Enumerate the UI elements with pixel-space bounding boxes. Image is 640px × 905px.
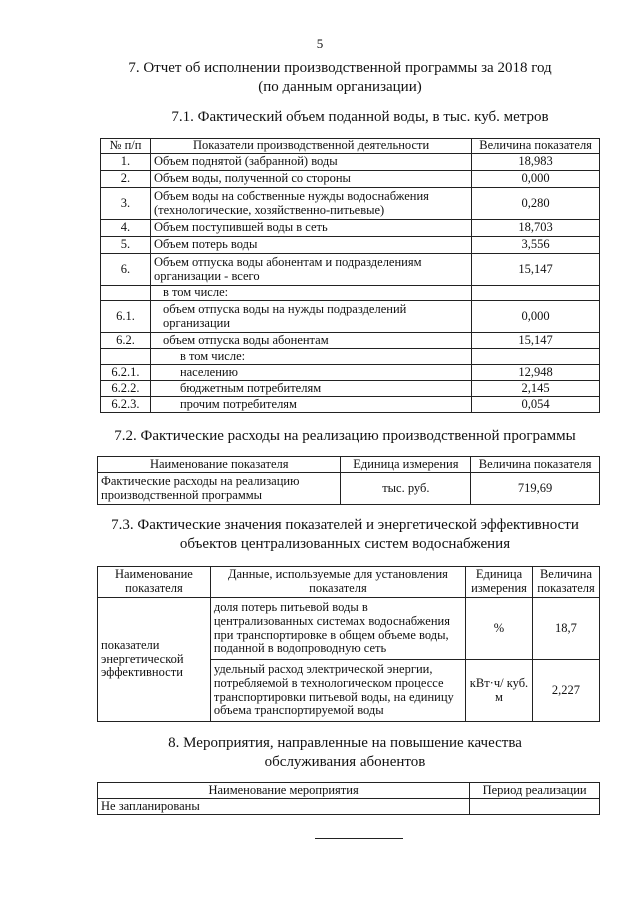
table-header-row: [98, 457, 600, 473]
row-value: 719,69: [471, 473, 600, 505]
row-value: 15,147: [472, 254, 600, 286]
table-row: [101, 365, 600, 381]
section-7-2-heading: 7.2. Фактические расходы на реализацию производственной программы: [114, 428, 576, 444]
row-number: 4.: [101, 220, 151, 237]
row-name: Объем потерь воды: [150, 237, 471, 254]
row-number: 2.: [101, 171, 151, 188]
table-row: [101, 381, 600, 397]
row-number: 6.: [101, 254, 151, 286]
energy-efficiency-table: [97, 566, 600, 722]
table-row: [98, 799, 600, 815]
end-divider: [315, 838, 403, 839]
row-value: [472, 286, 600, 301]
row-name: Объем воды, полученной со стороны: [150, 171, 471, 188]
col-header-name: Наименование показателя: [98, 457, 341, 473]
row-name: Объем поступившей воды в сеть: [150, 220, 471, 237]
row-value: 0,000: [472, 171, 600, 188]
col-header-unit: Единица измерения: [466, 567, 533, 598]
table-row: [101, 333, 600, 349]
col-header-unit: Единица измерения: [341, 457, 471, 473]
row-name: прочим потребителям: [150, 397, 471, 413]
col-header-measure: Наименование мероприятия: [98, 783, 470, 799]
table-row: [101, 220, 600, 237]
row-unit: тыс. руб.: [341, 473, 471, 505]
col-header-number: № п/п: [101, 139, 151, 154]
table-row: [98, 598, 600, 660]
row-value: 18,7: [532, 598, 599, 660]
row-value: 2,145: [472, 381, 600, 397]
table-header-row: [98, 567, 600, 598]
col-header-data: Данные, используемые для установления показателя: [210, 567, 465, 598]
row-number: 6.2.: [101, 333, 151, 349]
row-value: 0,000: [472, 301, 600, 333]
col-header-indicator: Показатели производственной деятельности: [150, 139, 471, 154]
row-value: 3,556: [472, 237, 600, 254]
row-unit: %: [466, 598, 533, 660]
row-name: объем отпуска воды абонентам: [150, 333, 471, 349]
table-header-row: [101, 139, 600, 154]
table-header-row: [98, 783, 600, 799]
row-unit: кВт·ч/ куб. м: [466, 660, 533, 722]
row-name: бюджетным потребителям: [150, 381, 471, 397]
table-row: [101, 286, 600, 301]
section-8-heading: 8. Мероприятия, направленные на повышение качества: [168, 735, 522, 751]
col-header-name: Наименование показателя: [98, 567, 211, 598]
row-value: 18,703: [472, 220, 600, 237]
report-subtitle: (по данным организации): [258, 79, 422, 95]
col-header-value: Величина показателя: [471, 457, 600, 473]
row-number: 1.: [101, 154, 151, 171]
row-number: [101, 349, 151, 365]
row-number: 5.: [101, 237, 151, 254]
row-name: Объем воды на собственные нужды водоснабжения (технологические, хозяйственно-питьевые): [150, 188, 471, 220]
row-number: 6.1.: [101, 301, 151, 333]
table-row: [101, 171, 600, 188]
expenses-table: [97, 456, 600, 505]
row-name: Не запланированы: [98, 799, 470, 815]
row-name: Объем отпуска воды абонентам и подразделениям организации - всего: [150, 254, 471, 286]
table-row: [98, 473, 600, 505]
row-name: в том числе:: [150, 349, 471, 365]
row-number: 3.: [101, 188, 151, 220]
report-title: 7. Отчет об исполнении производственной программы за 2018 год: [128, 60, 552, 76]
row-value: 0,054: [472, 397, 600, 413]
row-number: 6.2.3.: [101, 397, 151, 413]
row-period: [470, 799, 600, 815]
section-7-3-heading: 7.3. Фактические значения показателей и энергетической эффективности: [111, 517, 579, 533]
row-data: доля потерь питьевой воды в централизованных системах водоснабжения при транспортировке в общем объеме воды, поданной в водопроводную сеть: [210, 598, 465, 660]
table-row: [101, 154, 600, 171]
col-header-period: Период реализации: [470, 783, 600, 799]
col-header-value: Величина показателя: [472, 139, 600, 154]
row-number: 6.2.1.: [101, 365, 151, 381]
row-name: населению: [150, 365, 471, 381]
row-name: Объем поднятой (забранной) воды: [150, 154, 471, 171]
section-7-1-heading: 7.1. Фактический объем поданной воды, в тыс. куб. метров: [171, 109, 549, 125]
indicator-name: показатели энергетической эффективности: [98, 598, 211, 722]
row-value: 12,948: [472, 365, 600, 381]
row-name: Фактические расходы на реализацию производственной программы: [98, 473, 341, 505]
row-value: [472, 349, 600, 365]
section-7-3-heading-line2: объектов централизованных систем водоснабжения: [179, 536, 511, 552]
water-volume-table: [100, 138, 600, 413]
table-row: [101, 301, 600, 333]
table-row: [101, 188, 600, 220]
col-header-value: Величина показателя: [532, 567, 599, 598]
measures-table: [97, 782, 600, 815]
table-row: [101, 254, 600, 286]
row-name: в том числе:: [150, 286, 471, 301]
row-number: [101, 286, 151, 301]
page-number: 5: [316, 36, 324, 51]
row-data: удельный расход электрической энергии, потребляемой в технологическом процессе транспортировки питьевой воды, на единицу объема транспортируемой воды: [210, 660, 465, 722]
row-value: 18,983: [472, 154, 600, 171]
row-value: 0,280: [472, 188, 600, 220]
row-value: 15,147: [472, 333, 600, 349]
table-row: [101, 237, 600, 254]
row-name: объем отпуска воды на нужды подразделений организации: [150, 301, 471, 333]
table-row: [101, 397, 600, 413]
section-8-heading-line2: обслуживания абонентов: [264, 754, 426, 770]
table-row: [101, 349, 600, 365]
row-number: 6.2.2.: [101, 381, 151, 397]
row-value: 2,227: [532, 660, 599, 722]
